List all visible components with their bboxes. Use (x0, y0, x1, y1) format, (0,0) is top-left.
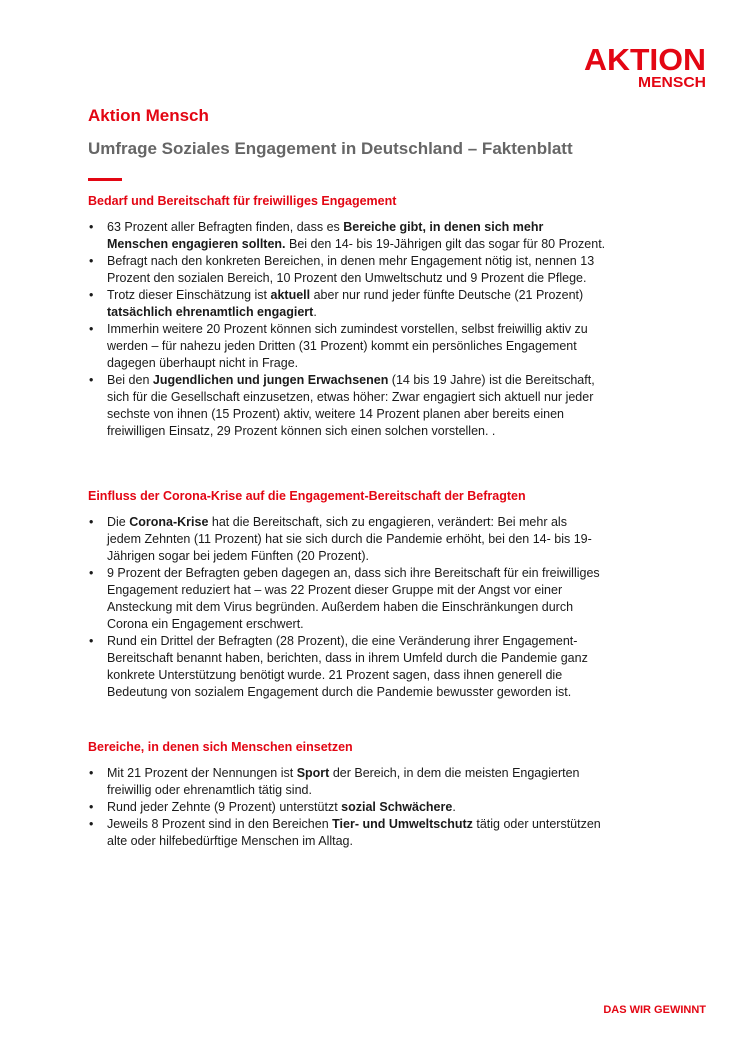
text-segment: sechste von ihnen (15 Prozent) aktiv, weitere 14 Prozent planen aber bereits einen (107, 407, 564, 421)
text-segment: Immerhin weitere 20 Prozent können sich zumindest vorstellen, selbst freiwillig aktiv zu (107, 322, 588, 336)
text-segment: jedem Zehnten (11 Prozent) hat sie sich durch die Pandemie erhöht, bei den 14- bis 19- (107, 532, 592, 546)
text-segment: freiwilligen Einsatz, 29 Prozent können sich einen solchen vorstellen. . (107, 424, 496, 438)
text-segment: freiwillig oder ehrenamtlich tätig sind. (107, 783, 312, 797)
text-segment: 9 Prozent der Befragten geben dagegen an, dass sich ihre Bereitschaft für ein freiwilliges (107, 566, 600, 580)
logo-text-mensch: MENSCH (638, 74, 706, 91)
text-segment: konkrete Unterstützung benötigt wurde. 21 Prozent sagen, dass ihnen generell die (107, 668, 563, 682)
bullet-icon: • (89, 288, 94, 302)
text-segment: werden – für nahezu jeden Dritten (31 Prozent) kommt ein persönliches Engagement (107, 339, 577, 353)
list-item (88, 765, 668, 799)
bold-text: Tier- und Umweltschutz (332, 817, 473, 831)
list-item (88, 565, 668, 633)
text-segment: Mit 21 Prozent der Nennungen ist (107, 766, 297, 780)
text-segment: Corona ein Engagement erschwert. (107, 617, 304, 631)
section-heading: Bedarf und Bereitschaft für freiwilliges Engagement (88, 194, 397, 208)
text-segment: tätig oder unterstützen (472, 817, 601, 831)
list-item (88, 253, 668, 287)
bold-text: tatsächlich ehrenamtlich engagiert (107, 305, 314, 319)
bullet-list (88, 219, 668, 440)
text-segment: Engagement reduziert hat – was 22 Prozent dieser Gruppe mit der Angst vor einer (107, 583, 563, 597)
list-item (88, 514, 668, 565)
section-heading: Bereiche, in denen sich Menschen einsetzen (88, 740, 353, 754)
text-segment: aber nur rund jeder fünfte Deutsche (21 Prozent) (310, 288, 584, 302)
list-item (88, 321, 668, 372)
text-segment: sich für die Gesellschaft einzusetzen, etwas höher: Zwar engagiert sich aktuell nur jeder (107, 390, 594, 404)
text-segment: Bedeutung von sozialem Engagement durch die Pandemie bewusster geworden ist. (107, 685, 572, 699)
text-segment: . (313, 305, 317, 319)
text-segment: Bereitschaft benannt haben, berichten, dass in ihrem Umfeld durch die Pandemie ganz (107, 651, 588, 665)
text-segment: (14 bis 19 Jahre) ist die Bereitschaft, (388, 373, 595, 387)
organization-name: Aktion Mensch (88, 106, 209, 125)
text-segment: Bei den (107, 373, 153, 387)
aktion-mensch-logo (584, 40, 714, 92)
bullet-icon: • (89, 515, 94, 529)
list-item (88, 633, 668, 701)
text-segment: Jährigen sogar bei jedem Fünften (20 Prozent). (107, 549, 369, 563)
section-bereiche (88, 739, 668, 850)
list-item (88, 799, 668, 816)
bullet-list (88, 514, 668, 701)
bullet-icon: • (89, 322, 94, 336)
list-item (88, 372, 668, 440)
list-item (88, 219, 668, 253)
bold-text: Sport (296, 766, 330, 780)
bold-text: Jugendlichen und jungen Erwachsenen (152, 373, 389, 387)
text-segment: Befragt nach den konkreten Bereichen, in denen mehr Engagement nötig ist, nennen 13 (107, 254, 595, 268)
text-segment: Ansteckung mit dem Virus begründen. Außerdem haben die Einschränkungen durch (107, 600, 574, 614)
page-title: Umfrage Soziales Engagement in Deutschland – Faktenblatt (88, 139, 573, 158)
logo-text-aktion: AKTION (584, 42, 706, 77)
text-segment: dagegen überhaupt nicht in Frage. (107, 356, 299, 370)
bold-text: Menschen engagieren sollten. (107, 237, 286, 251)
text-segment: hat die Bereitschaft, sich zu engagieren, verändert: Bei mehr als (208, 515, 567, 529)
text-segment: Bei den 14- bis 19-Jährigen gilt das sogar für 80 Prozent. (285, 237, 606, 251)
bold-text: Corona-Krise (129, 515, 209, 529)
text-segment: 63 Prozent aller Befragten finden, dass es (107, 220, 344, 234)
bullet-icon: • (89, 373, 94, 387)
list-item (88, 816, 668, 850)
bold-text: sozial Schwächere (341, 800, 453, 814)
bold-text: aktuell (270, 288, 311, 302)
text-segment: alte oder hilfebedürftige Menschen im Alltag. (107, 834, 353, 848)
text-segment: Die (107, 515, 130, 529)
text-segment: der Bereich, in dem die meisten Engagierten (329, 766, 580, 780)
bullet-icon: • (89, 220, 94, 234)
text-segment: Jeweils 8 Prozent sind in den Bereichen (107, 817, 333, 831)
bullet-icon: • (89, 817, 94, 831)
bullet-list (88, 765, 668, 850)
section-corona (88, 488, 668, 701)
bullet-icon: • (89, 566, 94, 580)
text-segment: Trotz dieser Einschätzung ist (107, 288, 271, 302)
bullet-icon: • (89, 766, 94, 780)
title-divider (88, 178, 122, 181)
text-segment: . (452, 800, 456, 814)
bold-text: Bereiche gibt, in denen sich mehr (343, 220, 544, 234)
bullet-icon: • (89, 800, 94, 814)
text-segment: Prozent den sozialen Bereich, 10 Prozent den Umweltschutz und 9 Prozent die Pflege. (107, 271, 587, 285)
section-bedarf (88, 193, 668, 440)
text-segment: Rund jeder Zehnte (9 Prozent) unterstützt (107, 800, 342, 814)
text-segment: Rund ein Drittel der Befragten (28 Prozent), die eine Veränderung ihrer Engagement- (107, 634, 578, 648)
bullet-icon: • (89, 634, 94, 648)
list-item (88, 287, 668, 321)
bullet-icon: • (89, 254, 94, 268)
section-heading: Einfluss der Corona-Krise auf die Engagement-Bereitschaft der Befragten (88, 489, 526, 503)
footer-slogan: DAS WIR GEWINNT (603, 1004, 706, 1016)
